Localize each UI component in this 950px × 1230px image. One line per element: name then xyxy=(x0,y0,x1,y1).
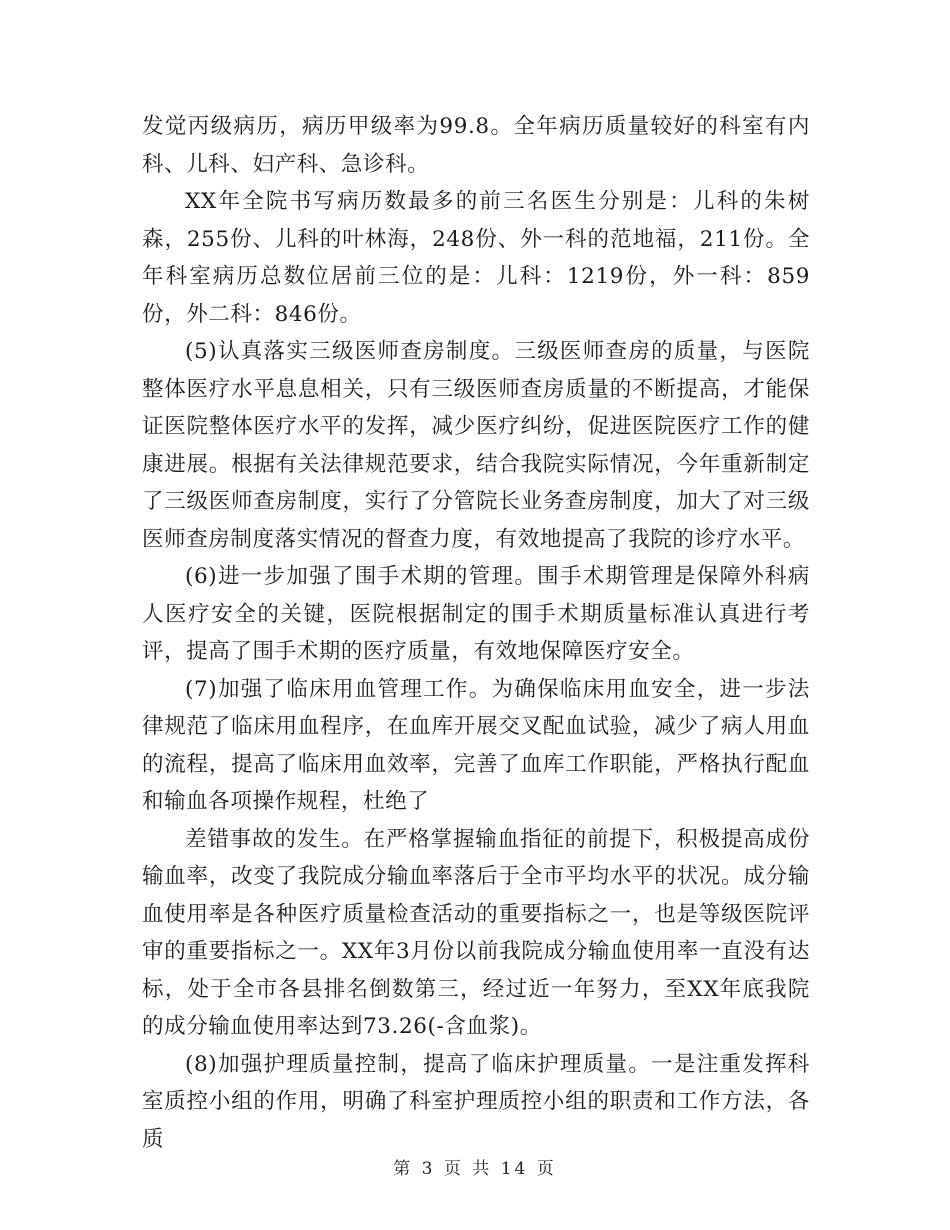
paragraph-5: (7)加强了临床用血管理工作。为确保临床用血安全，进一步法律规范了临床用血程序，在血库开展交叉配血试验，减少了病人用血的流程，提高了临床用血效率，完善了血库工作职能，严格执行配血和输血各项操作规程，杜绝了 xyxy=(142,676,810,814)
paragraph-2: XX年全院书写病历数最多的前三名医生分别是：儿科的朱树森，255份、儿科的叶林海，248份、外一科的范地福，211份。全年科室病历总数位居前三位的是：儿科：1219份，外一科：859份，外二科：846份。 xyxy=(142,189,810,327)
document-body xyxy=(142,108,810,1158)
page-footer: 第 3 页 共 14 页 xyxy=(393,1159,557,1179)
paragraph-7: (8)加强护理质量控制，提高了临床护理质量。一是注重发挥科室质控小组的作用，明确了科室护理质控小组的职责和工作方法，各质 xyxy=(142,1051,810,1152)
paragraph-1: 发觉丙级病历，病历甲级率为99.8。全年病历质量较好的科室有内科、儿科、妇产科、急诊科。 xyxy=(142,114,810,177)
paragraph-6: 差错事故的发生。在严格掌握输血指征的前提下，积极提高成份输血率，改变了我院成分输血率落后于全市平均水平的状况。成分输血使用率是各种医疗质量检查活动的重要指标之一，也是等级医院评审的重要指标之一。XX年3月份以前我院成分输血使用率一直没有达标，处于全市各县排名倒数第三，经过近一年努力，至XX年底我院的成分输血使用率达到73.26(-含血浆)。 xyxy=(142,826,810,1039)
paragraph-4: (6)进一步加强了围手术期的管理。围手术期管理是保障外科病人医疗安全的关键，医院根据制定的围手术期质量标准认真进行考评，提高了围手术期的医疗质量，有效地保障医疗安全。 xyxy=(142,564,810,664)
paragraph-3: (5)认真落实三级医师查房制度。三级医师查房的质量，与医院整体医疗水平息息相关，只有三级医师查房质量的不断提高，才能保证医院整体医疗水平的发挥，减少医疗纠纷，促进医院医疗工作的健康进展。根据有关法律规范要求，结合我院实际情况，今年重新制定了三级医师查房制度，实行了分管院长业务查房制度，加大了对三级医师查房制度落实情况的督查力度，有效地提高了我院的诊疗水平。 xyxy=(142,339,810,552)
